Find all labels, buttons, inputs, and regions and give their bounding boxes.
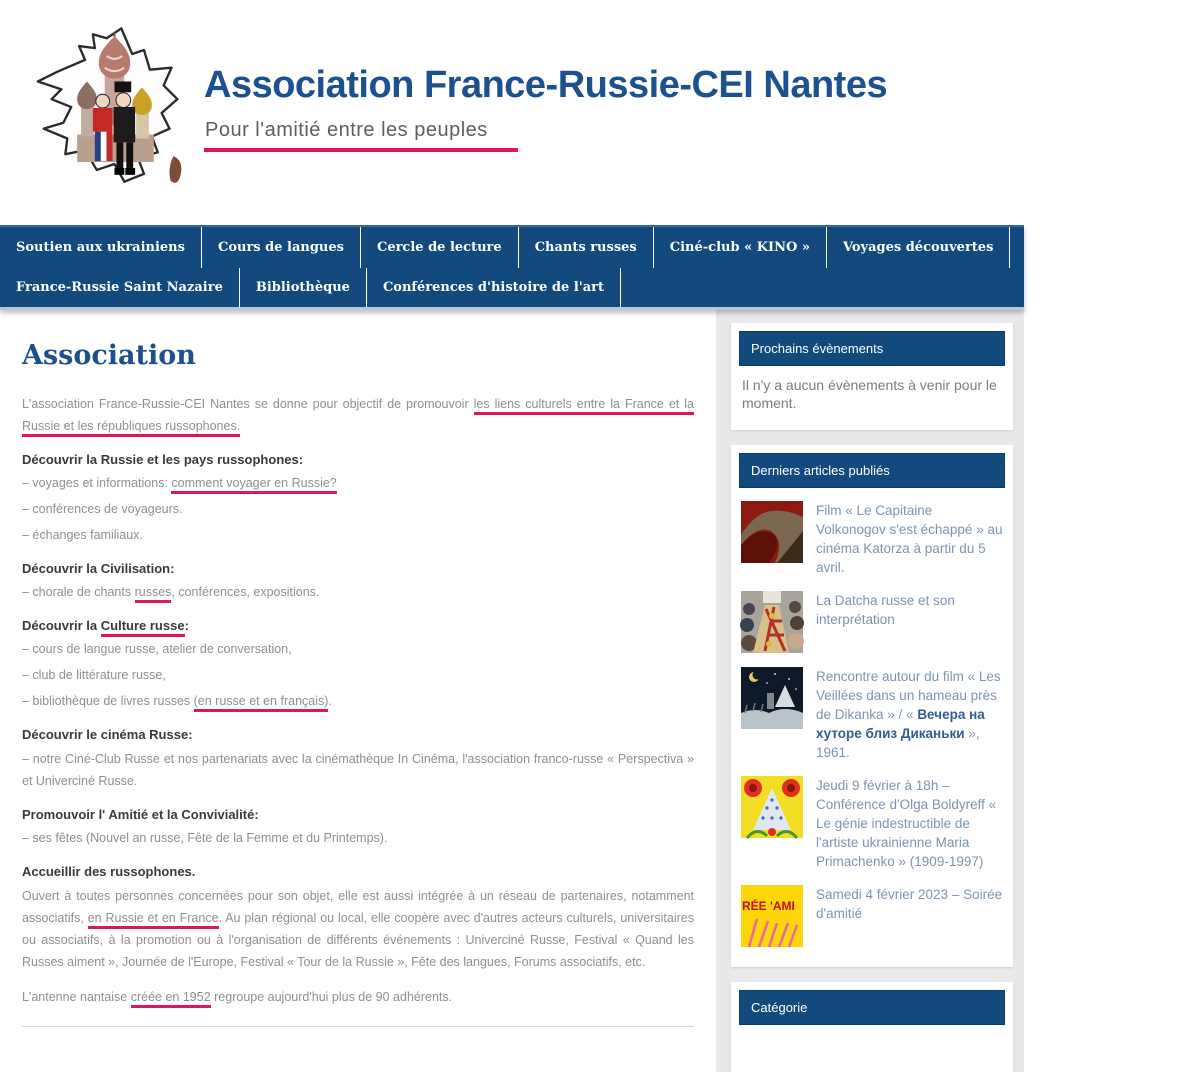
section-heading-russophones: Accueillir des russophones. xyxy=(22,864,196,879)
link-liens-culturels[interactable]: les liens culturels entre la France et la Russie et les républiques russophones. xyxy=(22,397,694,437)
nav-item-bibliotheque[interactable]: Bibliothèque xyxy=(240,268,367,307)
list-item-text: – bibliothèque de livres russes xyxy=(22,694,194,708)
upcoming-events-header: Prochains évènements xyxy=(739,331,1005,366)
list-item-text: – chorale de chants xyxy=(22,585,135,599)
article-title: Samedi 4 février 2023 – Soirée d'amitié xyxy=(816,887,1003,921)
nav-item-cercle-de-lecture[interactable]: Cercle de lecture xyxy=(361,227,519,268)
article-title-russian: Вечера на хуторе близ Диканьки xyxy=(816,707,985,741)
tagline-underline xyxy=(204,148,518,152)
list-item xyxy=(22,473,694,494)
list-item: – notre Ciné-Club Russe et nos partenariats avec la cinémathèque In Cinéma, l'association franco-russe « Perspectiva » et Univerciné Russe. xyxy=(22,752,694,788)
list-item: – conférences de voyageurs. xyxy=(22,502,183,516)
antenne-paragraph xyxy=(22,987,694,1008)
latest-articles-header: Derniers articles publiés xyxy=(739,453,1005,488)
link-culture-russe[interactable]: Culture russe xyxy=(101,618,185,637)
nav-item-chants-russes[interactable]: Chants russes xyxy=(519,227,654,268)
nav-row-1 xyxy=(0,227,1168,268)
no-events-text: Il n'y a aucun évènements à venir pour le moment. xyxy=(742,377,997,411)
page-title: Association xyxy=(22,340,196,371)
veillees-thumbnail-image xyxy=(741,667,803,729)
list-item-text: – voyages et informations: xyxy=(22,476,172,490)
nav-row-2 xyxy=(0,268,1024,307)
list-item xyxy=(22,691,694,712)
article-title: Film « Le Capitaine Volkonogov s'est échappé » au cinéma Katorza à partir du 5 avril. xyxy=(816,503,1003,575)
site-title: Association France-Russie-CEI Nantes xyxy=(204,64,888,106)
content-area xyxy=(0,310,1024,1072)
category-header: Catégorie xyxy=(739,990,1005,1025)
antenne-text: L'antenne nantaise xyxy=(22,990,131,1004)
section-heading-text: : xyxy=(184,618,189,633)
article-title-text: », 1961. xyxy=(816,726,980,760)
volkonogov-thumbnail-image xyxy=(741,501,803,563)
intro-paragraph xyxy=(22,393,694,437)
site-header xyxy=(0,0,1024,225)
nav-item-club-des-voyageurs[interactable]: Club des voyageurs xyxy=(1010,227,1184,268)
corsica-shape xyxy=(170,156,182,183)
article-item-soiree[interactable] xyxy=(741,885,1003,947)
primachenko-thumbnail-image xyxy=(741,776,803,838)
soiree-poster-text: RÉE 'AMI xyxy=(742,899,795,913)
nav-item-france-russie-saint-nazaire[interactable]: France-Russie Saint Nazaire xyxy=(0,268,240,307)
section-heading-text: Découvrir la xyxy=(22,618,101,633)
list-item: – échanges familiaux. xyxy=(22,528,143,542)
nav-item-voyages-decouvertes[interactable]: Voyages découvertes xyxy=(827,227,1010,268)
soiree-thumbnail-image xyxy=(741,885,803,947)
category-card xyxy=(731,982,1013,1072)
article-title-text: Rencontre autour du film « Les Veillées dans un hameau près de Dikanka » / « xyxy=(816,669,1001,722)
article-title xyxy=(816,667,1003,762)
intro-text: L'association France-Russie-CEI Nantes se donne pour objectif de promouvoir xyxy=(22,397,474,411)
list-item: – cours de langue russe, atelier de conversation, xyxy=(22,642,292,656)
link-creee-en-1952[interactable]: créée en 1952 xyxy=(131,990,211,1008)
list-item-text: . xyxy=(328,694,332,708)
antenne-text: regroupe aujourd'hui plus de 90 adhérents. xyxy=(210,990,453,1004)
article-item-veillees[interactable] xyxy=(741,667,1003,762)
list-item: – ses fêtes (Nouvel an russe, Fête de la Femme et du Printemps). xyxy=(22,831,388,845)
link-en-russe-et-francais[interactable]: (en russe et en français) xyxy=(194,694,329,712)
section-heading-culture xyxy=(22,618,694,633)
nav-item-cine-club-kino[interactable]: Ciné-club « KINO » xyxy=(654,227,827,268)
section-heading-amitie: Promouvoir l' Amitié et la Convivialité: xyxy=(22,807,259,822)
site-tagline: Pour l'amitié entre les peuples xyxy=(205,119,488,141)
network-paragraph xyxy=(22,885,694,973)
nav-item-soutien-aux-ukrainiens[interactable]: Soutien aux ukrainiens xyxy=(0,227,202,268)
list-item: – club de littérature russe, xyxy=(22,668,166,682)
network-text: . Au plan régional ou local, elle coopère avec d'autres acteurs culturels, universitaires ou associatifs, à la promotion ou à l'organisation de différents événements : Univerciné Russe, Festival « Quand les Russes aiment », Journée de l'Europe, Festival « Tour de la Russie », Fête des langues, Forums associatifs, etc. xyxy=(22,911,694,969)
main-content xyxy=(0,310,716,1072)
link-russie-et-france[interactable]: en Russie et en France xyxy=(88,911,219,929)
network-text: Ouvert à toutes personnes concernées pour son objet, elle est aussi intégrée à un réseau de partenaires, notamment associatifs, xyxy=(22,889,694,925)
article-item-volkonogov[interactable] xyxy=(741,501,1003,577)
header-titles xyxy=(204,64,887,152)
nav-item-cours-de-langues[interactable]: Cours de langues xyxy=(202,227,361,268)
article-item-datcha[interactable] xyxy=(741,591,1003,653)
article-item-primachenko[interactable] xyxy=(741,776,1003,871)
list-item-text: , conférences, expositions. xyxy=(171,585,320,599)
section-heading-russie: Découvrir la Russie et les pays russophones: xyxy=(22,452,304,467)
section-heading-cinema: Découvrir le cinéma Russe: xyxy=(22,727,193,742)
article-title: Jeudi 9 février à 18h – Conférence d'Olga Boldyreff « Le génie indestructible de l'artiste ukrainienne Maria Primachenko » (1909-1997) xyxy=(816,778,997,869)
list-item xyxy=(22,582,694,603)
france-russia-logo xyxy=(28,20,200,198)
article-title: La Datcha russe et son interprétation xyxy=(816,593,955,627)
link-comment-voyager[interactable]: comment voyager en Russie? xyxy=(171,476,336,494)
latest-articles-card xyxy=(731,445,1013,967)
upcoming-events-card xyxy=(731,323,1013,430)
datcha-thumbnail-image xyxy=(741,591,803,653)
link-chants-russes[interactable]: russes xyxy=(135,585,172,603)
sidebar xyxy=(716,310,1024,1072)
nav-item-conferences-histoire-art[interactable]: Conférences d'histoire de l'art xyxy=(367,268,621,307)
section-heading-civilisation: Découvrir la Civilisation: xyxy=(22,561,175,576)
main-nav xyxy=(0,225,1168,310)
content-divider xyxy=(22,1026,694,1027)
